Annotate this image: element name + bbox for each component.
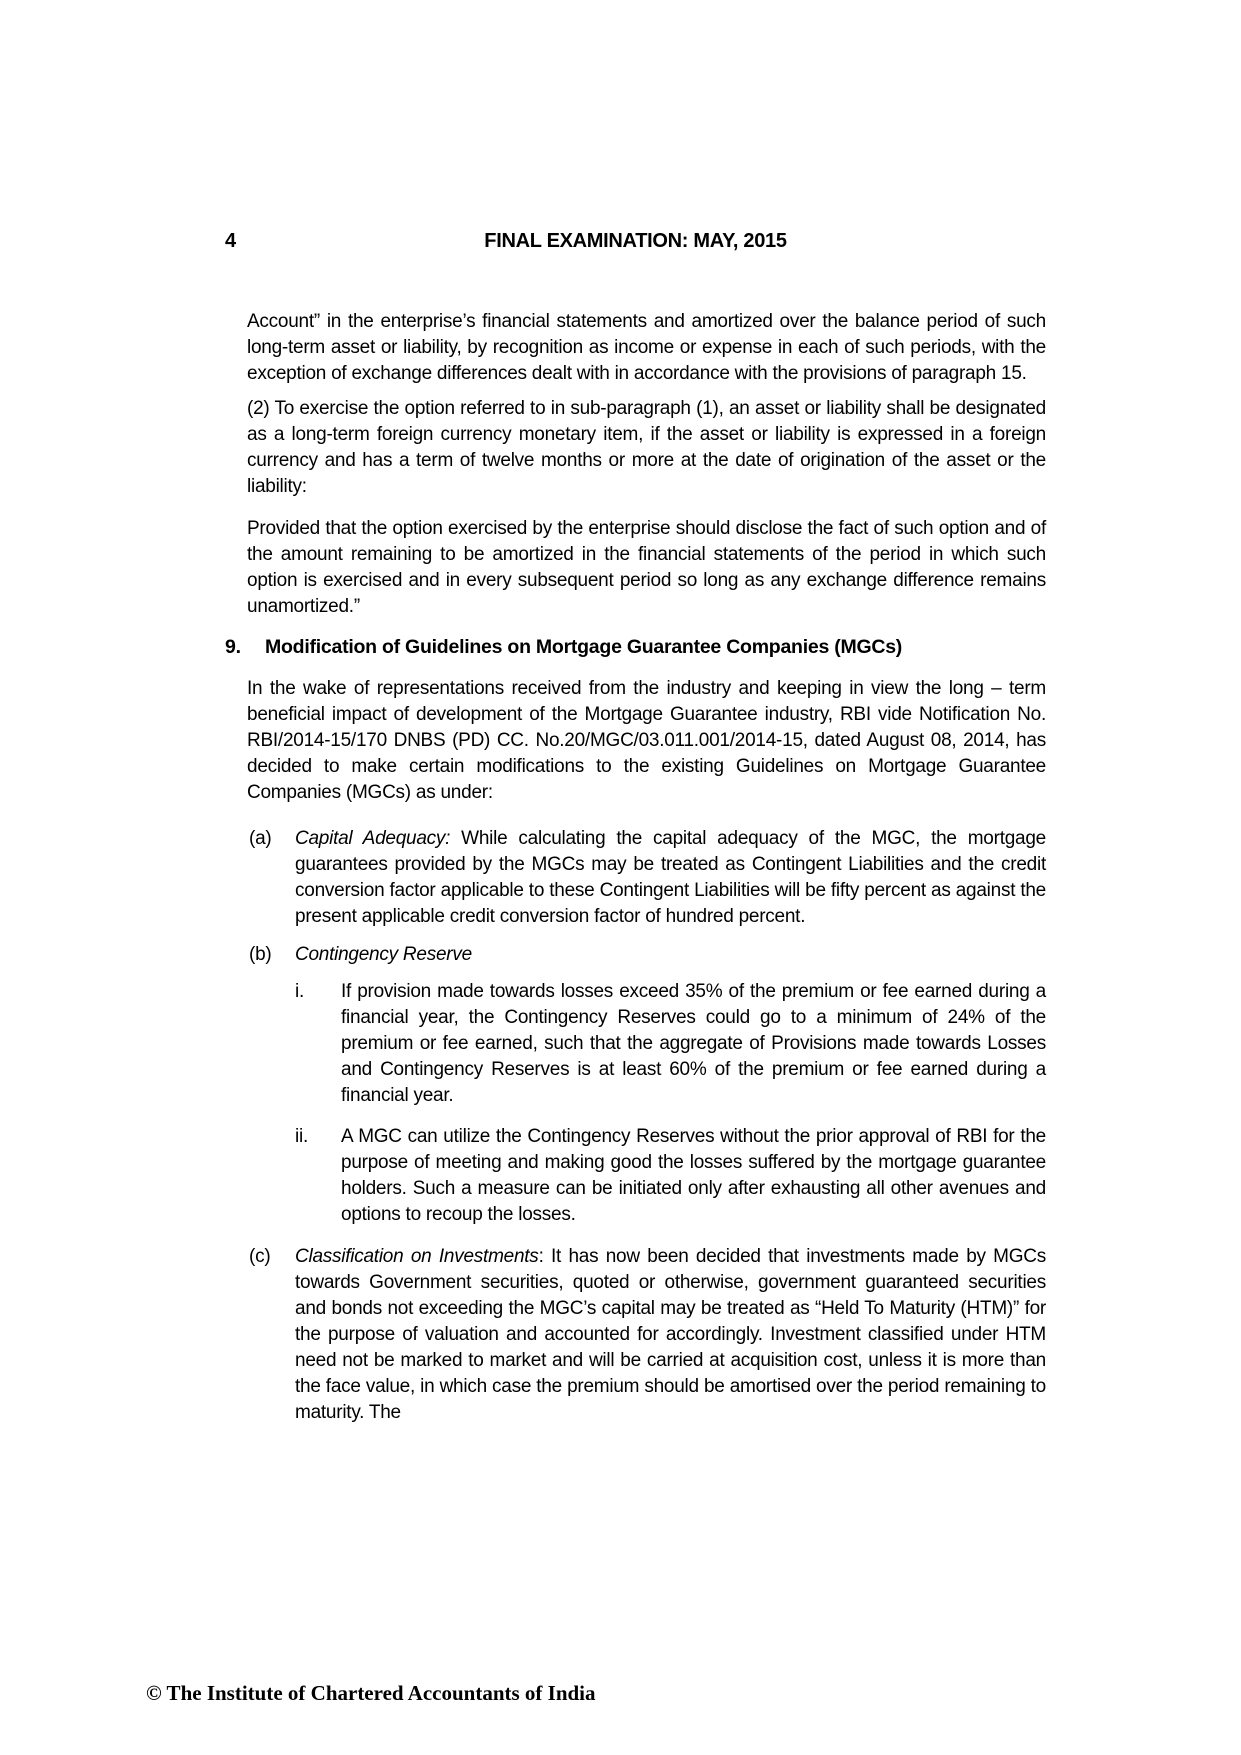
sub-item-ii: [225, 1124, 1046, 1228]
list-item-a: [225, 826, 1046, 930]
list-item-b: [225, 942, 1046, 968]
paragraph-section-intro: In the wake of representations received from the industry and keeping in view the long – term beneficial impact of development of the Mortgage Guarantee industry, RBI vide Notification No. RBI/2014-15/170 DNBS (PD) CC. No.20/MGC/03.011.001/2014-15, dated August 08, 2014, has decided to make certain modifications to the existing Guidelines on Mortgage Guarantee Companies (MGCs) as under:: [247, 678, 1046, 803]
item-marker-b: (b): [249, 944, 272, 965]
page-number: 4: [225, 230, 236, 252]
document-body: [225, 309, 1046, 1426]
section-number: 9.: [225, 636, 241, 658]
sub-text-i: If provision made towards losses exceed 35% of the premium or fee earned during a financial year, the Contingency Reserves could go to a minimum of 24% of the premium or fee earned, such that the aggregate of Provisions made towards Losses and Contingency Reserves is at least 60% of the premium or fee earned during a financial year.: [341, 981, 1046, 1106]
running-header-title: FINAL EXAMINATION: MAY, 2015: [484, 230, 787, 252]
sub-text-ii: A MGC can utilize the Contingency Reserves without the prior approval of RBI for the purpose of meeting and making good the losses suffered by the mortgage guarantee holders. Such a measure can be initiated only after exhausting all other avenues and options to recoup the losses.: [341, 1126, 1046, 1225]
item-lead-contingency-reserve: Contingency Reserve: [295, 944, 472, 965]
section-title: Modification of Guidelines on Mortgage Guarantee Companies (MGCs): [265, 636, 903, 658]
item-text-b: [295, 942, 1046, 968]
sub-marker-ii: ii.: [295, 1126, 308, 1147]
item-lead-classification-investments: Classification on Investments: [295, 1246, 539, 1267]
item-marker-c: (c): [249, 1246, 271, 1267]
copyright-footer: © The Institute of Chartered Accountants of India: [146, 1681, 596, 1705]
page-header: [225, 228, 1046, 254]
item-text-c: [295, 1244, 1046, 1426]
item-text-a: [295, 826, 1046, 930]
list-item-c: [225, 1244, 1046, 1426]
item-body-capital-adequacy: While calculating the capital adequacy of the MGC, the mortgage guarantees provided by the MGCs may be treated as Contingent Liabilities and the credit conversion factor applicable to these Contingent Liabilities will be fifty percent as against the present applicable credit conversion factor of hundred percent.: [295, 828, 1046, 927]
paragraph-provided-that: Provided that the option exercised by the enterprise should disclose the fact of such option and of the amount remaining to be amortized in the financial statements of the period in which such option is exercised and in every subsequent period so long as any exchange difference remains unamortized.”: [247, 518, 1046, 617]
section-heading: [225, 634, 1046, 660]
item-marker-a: (a): [249, 828, 272, 849]
sub-item-i: [225, 979, 1046, 1109]
sub-marker-i: i.: [295, 981, 304, 1002]
item-lead-capital-adequacy: Capital Adequacy:: [295, 828, 451, 849]
paragraph-amortization: Account” in the enterprise’s financial statements and amortized over the balance period of such long-term asset or liability, by recognition as income or expense in each of such periods, with the exception of exchange differences dealt with in accordance with the provisions of paragraph 15.: [247, 311, 1046, 384]
item-body-classification-investments: : It has now been decided that investments made by MGCs towards Government securities, quoted or otherwise, government guaranteed securities and bonds not exceeding the MGC’s capital may be treated as “Held To Maturity (HTM)” for the purpose of valuation and accounted for accordingly. Investment classified under HTM need not be marked to market and will be carried at acquisition cost, unless it is more than the face value, in which case the premium should be amortised over the period remaining to maturity. The: [295, 1246, 1046, 1423]
paragraph-exercise-option: (2) To exercise the option referred to in sub-paragraph (1), an asset or liability shall be designated as a long-term foreign currency monetary item, if the asset or liability is expressed in a foreign currency and has a term of twelve months or more at the date of origination of the asset or the liability:: [247, 398, 1046, 497]
